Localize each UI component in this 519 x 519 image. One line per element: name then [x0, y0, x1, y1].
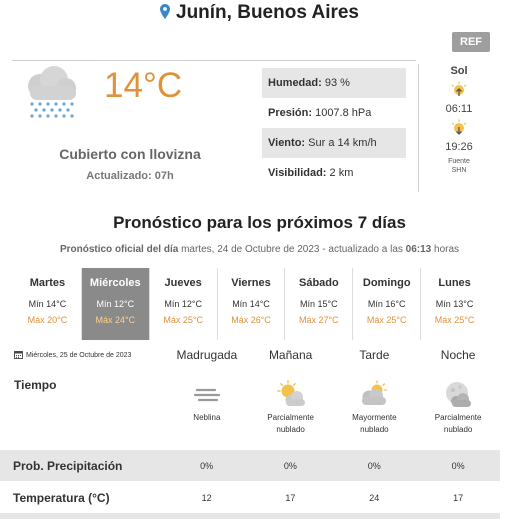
sun-title: Sol — [450, 65, 468, 77]
calendar-icon — [14, 350, 23, 361]
current-condition: Cubierto con llovizna — [59, 146, 201, 162]
period-headers — [165, 348, 500, 362]
temperature-label: Temperatura (°C) — [13, 490, 110, 505]
weather-cell: Mayormente nublado — [333, 380, 417, 436]
precip-label: Prob. Precipitación — [13, 458, 123, 473]
location-name: Junín, Buenos Aires — [176, 2, 359, 23]
day-tab-jueves[interactable]: Jueves Mín 12°C Máx 25°C — [150, 268, 218, 340]
partly-cloudy-night-icon — [416, 380, 500, 410]
stat-pressure: Presión: 1007.8 hPa — [268, 107, 372, 119]
sunset-time: 19:26 — [445, 141, 473, 153]
ref-button[interactable]: REF — [452, 32, 490, 52]
weather-row — [165, 380, 500, 436]
day-tabs — [14, 268, 488, 340]
sunrise-icon — [420, 81, 498, 102]
partly-cloudy-day-icon — [249, 380, 333, 410]
temperature-value: 17 — [285, 492, 296, 503]
cloud-drizzle-icon — [18, 64, 82, 124]
map-pin-icon — [160, 3, 170, 25]
precip-value: 0% — [200, 460, 214, 471]
temperature-value: 17 — [453, 492, 464, 503]
period-manana: Mañana — [268, 348, 313, 362]
weather-cell: Parcialmente nublado — [249, 380, 333, 436]
stat-humidity: Humedad: 93 % — [262, 68, 406, 98]
divider — [12, 60, 416, 61]
temperature-value: 12 — [201, 492, 212, 503]
precip-row — [0, 450, 500, 481]
stat-visibility: Visibilidad: 2 km — [268, 167, 354, 179]
day-tab-miercoles[interactable]: Miércoles Mín 12°C Máx 24°C — [82, 268, 150, 340]
sunrise-time: 06:11 — [445, 103, 473, 115]
period-madrugada: Madrugada — [176, 348, 238, 362]
current-temperature: 14°C — [104, 66, 183, 105]
period-tarde: Tarde — [359, 348, 390, 362]
forecast-title: Pronóstico para los próximos 7 días — [113, 213, 406, 232]
stat-wind: Viento: Sur a 14 km/h — [262, 128, 406, 158]
day-tab-viernes[interactable]: Viernes Mín 14°C Máx 26°C — [218, 268, 286, 340]
tiempo-label: Tiempo — [14, 378, 57, 392]
updated-time: Actualizado: 07h — [86, 170, 174, 182]
detail-date: Miércoles, 25 de Octubre de 2023 — [14, 350, 131, 361]
precip-value: 0% — [367, 460, 381, 471]
mostly-cloudy-day-icon — [333, 380, 417, 410]
day-tab-martes[interactable]: Martes Mín 14°C Máx 20°C — [14, 268, 82, 340]
sunset-icon — [420, 119, 498, 140]
fog-icon — [165, 380, 249, 410]
precip-value: 0% — [283, 460, 297, 471]
location-title — [0, 2, 519, 25]
day-tab-lunes[interactable]: Lunes Mín 13°C Máx 25°C — [434, 277, 475, 325]
weather-cell: Parcialmente nublado — [416, 380, 500, 436]
source-label: Fuente SHN — [448, 158, 470, 174]
divider — [418, 64, 419, 192]
day-tab-domingo[interactable]: Domingo Mín 16°C Máx 25°C — [353, 268, 421, 340]
weather-cell: Neblina — [165, 380, 249, 436]
temperature-row — [0, 482, 500, 513]
sun-panel — [420, 64, 498, 175]
table-footer-band — [0, 513, 500, 519]
period-noche: Noche — [440, 348, 476, 362]
precip-value: 0% — [451, 460, 465, 471]
temperature-value: 24 — [369, 492, 380, 503]
day-tab-sabado[interactable]: Sábado Mín 15°C Máx 27°C — [285, 268, 353, 340]
current-stats — [262, 68, 406, 188]
forecast-subtitle: Pronóstico oficial del día martes, 24 de Octubre de 2023 - actualizado a las 06:13 horas — [59, 244, 460, 255]
